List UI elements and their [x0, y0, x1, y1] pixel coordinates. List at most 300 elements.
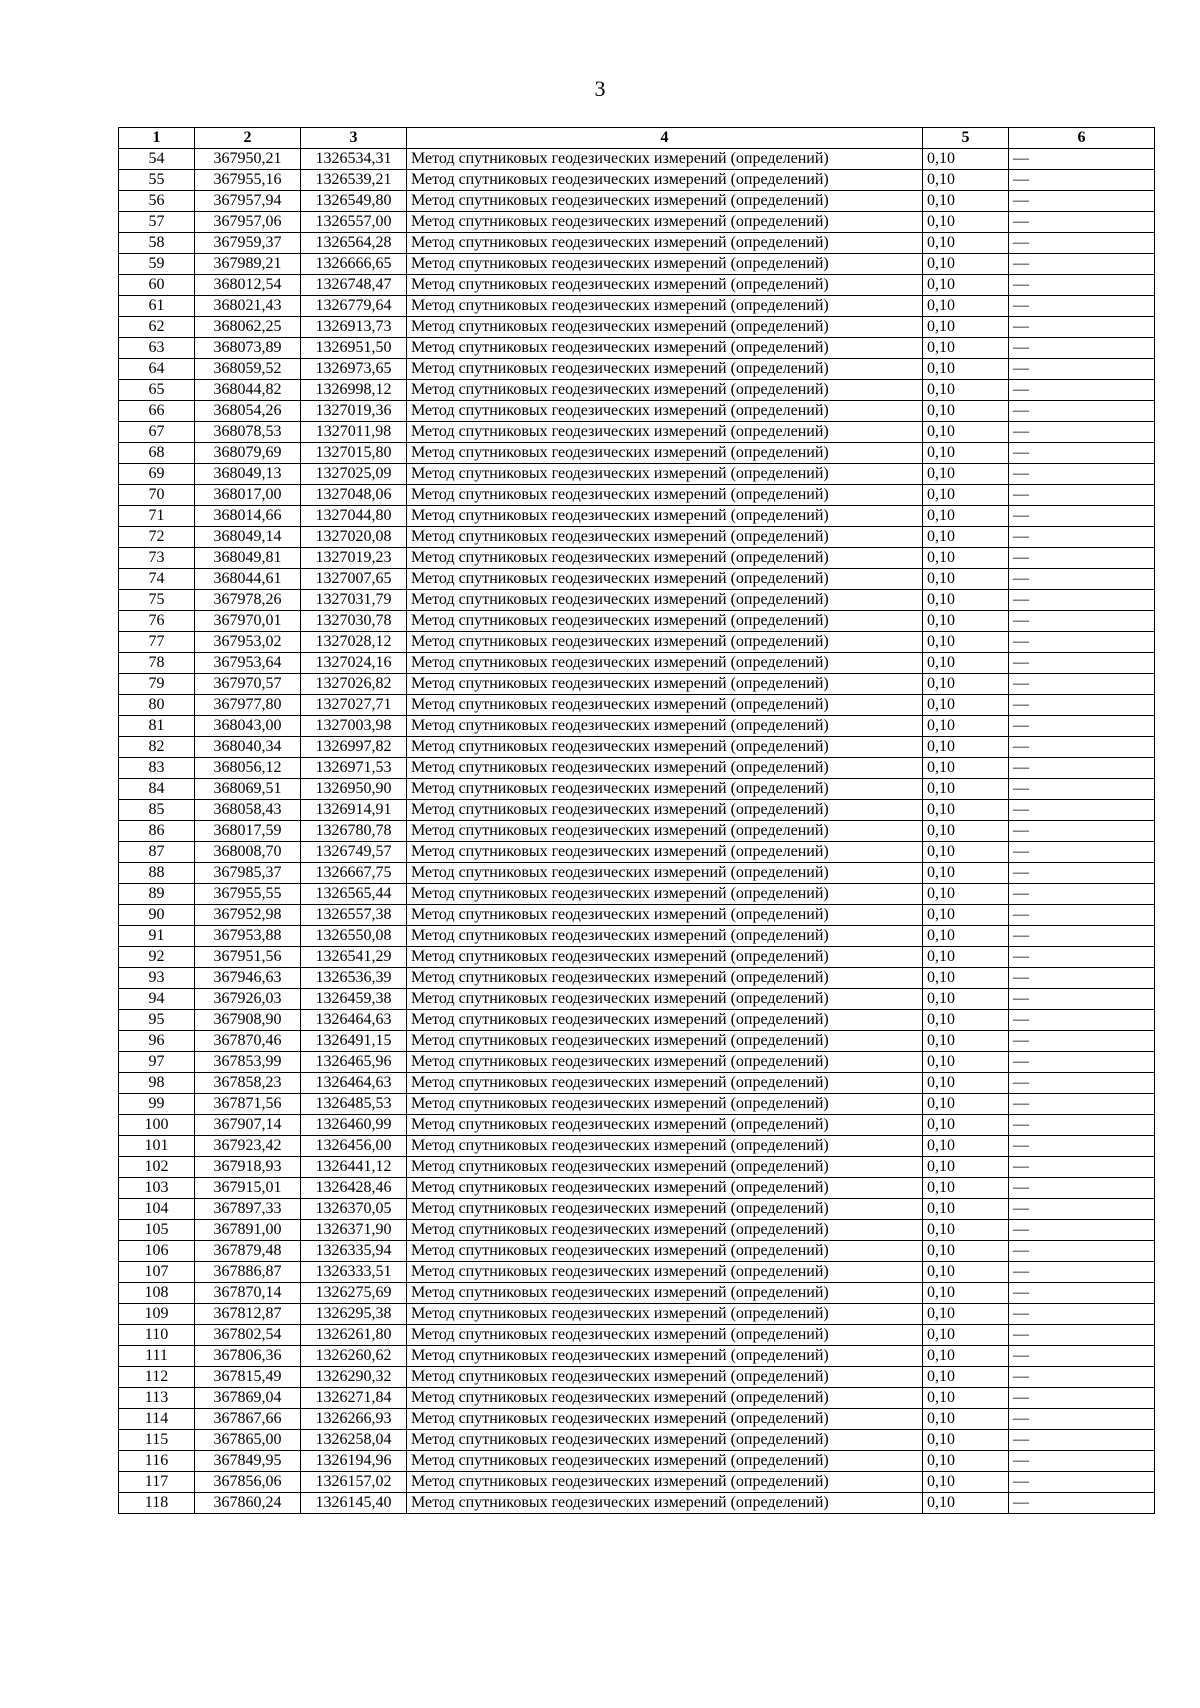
accuracy-cell: 0,10: [923, 1409, 1009, 1430]
y-coordinate-cell: 1327027,71: [301, 695, 407, 716]
extra-cell: —: [1009, 569, 1155, 590]
x-coordinate-cell: 367918,93: [195, 1157, 301, 1178]
x-coordinate-cell: 367946,63: [195, 968, 301, 989]
extra-cell: —: [1009, 1220, 1155, 1241]
method-cell: Метод спутниковых геодезических измерений (определений): [407, 569, 923, 590]
extra-cell: —: [1009, 905, 1155, 926]
method-cell: Метод спутниковых геодезических измерений (определений): [407, 1010, 923, 1031]
column-header-6: 6: [1009, 128, 1155, 149]
table-row: [119, 527, 1155, 548]
accuracy-cell: 0,10: [923, 254, 1009, 275]
extra-cell: —: [1009, 1409, 1155, 1430]
point-number-cell: 80: [119, 695, 195, 716]
x-coordinate-cell: 368040,34: [195, 737, 301, 758]
y-coordinate-cell: 1326194,96: [301, 1451, 407, 1472]
extra-cell: —: [1009, 1136, 1155, 1157]
x-coordinate-cell: 367959,37: [195, 233, 301, 254]
point-number-cell: 102: [119, 1157, 195, 1178]
extra-cell: —: [1009, 611, 1155, 632]
y-coordinate-cell: 1327030,78: [301, 611, 407, 632]
y-coordinate-cell: 1327044,80: [301, 506, 407, 527]
point-number-cell: 56: [119, 191, 195, 212]
x-coordinate-cell: 367908,90: [195, 1010, 301, 1031]
y-coordinate-cell: 1326485,53: [301, 1094, 407, 1115]
accuracy-cell: 0,10: [923, 674, 1009, 695]
method-cell: Метод спутниковых геодезических измерений (определений): [407, 1367, 923, 1388]
extra-cell: —: [1009, 1430, 1155, 1451]
method-cell: Метод спутниковых геодезических измерений (определений): [407, 1430, 923, 1451]
accuracy-cell: 0,10: [923, 1493, 1009, 1514]
table-row: [119, 1367, 1155, 1388]
column-header-4: 4: [407, 128, 923, 149]
point-number-cell: 62: [119, 317, 195, 338]
table-row: [119, 422, 1155, 443]
x-coordinate-cell: 367849,95: [195, 1451, 301, 1472]
column-header-3: 3: [301, 128, 407, 149]
accuracy-cell: 0,10: [923, 548, 1009, 569]
x-coordinate-cell: 368079,69: [195, 443, 301, 464]
method-cell: Метод спутниковых геодезических измерений (определений): [407, 548, 923, 569]
accuracy-cell: 0,10: [923, 212, 1009, 233]
table-row: [119, 317, 1155, 338]
y-coordinate-cell: 1326971,53: [301, 758, 407, 779]
x-coordinate-cell: 367977,80: [195, 695, 301, 716]
accuracy-cell: 0,10: [923, 905, 1009, 926]
x-coordinate-cell: 367897,33: [195, 1199, 301, 1220]
accuracy-cell: 0,10: [923, 233, 1009, 254]
extra-cell: —: [1009, 1052, 1155, 1073]
table-row: [119, 884, 1155, 905]
point-number-cell: 98: [119, 1073, 195, 1094]
method-cell: Метод спутниковых геодезических измерений (определений): [407, 674, 923, 695]
extra-cell: —: [1009, 947, 1155, 968]
method-cell: Метод спутниковых геодезических измерений (определений): [407, 212, 923, 233]
y-coordinate-cell: 1326913,73: [301, 317, 407, 338]
table-row: [119, 611, 1155, 632]
y-coordinate-cell: 1326973,65: [301, 359, 407, 380]
accuracy-cell: 0,10: [923, 1451, 1009, 1472]
table-row: [119, 779, 1155, 800]
extra-cell: —: [1009, 716, 1155, 737]
point-number-cell: 78: [119, 653, 195, 674]
method-cell: Метод спутниковых геодезических измерений (определений): [407, 338, 923, 359]
point-number-cell: 75: [119, 590, 195, 611]
table-row: [119, 716, 1155, 737]
extra-cell: —: [1009, 464, 1155, 485]
method-cell: Метод спутниковых геодезических измерений (определений): [407, 1199, 923, 1220]
y-coordinate-cell: 1326271,84: [301, 1388, 407, 1409]
method-cell: Метод спутниковых геодезических измерений (определений): [407, 1472, 923, 1493]
x-coordinate-cell: 367815,49: [195, 1367, 301, 1388]
extra-cell: —: [1009, 380, 1155, 401]
accuracy-cell: 0,10: [923, 1220, 1009, 1241]
accuracy-cell: 0,10: [923, 968, 1009, 989]
method-cell: Метод спутниковых геодезических измерений (определений): [407, 884, 923, 905]
y-coordinate-cell: 1326261,80: [301, 1325, 407, 1346]
point-number-cell: 118: [119, 1493, 195, 1514]
y-coordinate-cell: 1326549,80: [301, 191, 407, 212]
method-cell: Метод спутниковых геодезических измерений (определений): [407, 1283, 923, 1304]
table-row: [119, 1178, 1155, 1199]
x-coordinate-cell: 368058,43: [195, 800, 301, 821]
extra-cell: —: [1009, 842, 1155, 863]
point-number-cell: 110: [119, 1325, 195, 1346]
method-cell: Метод спутниковых геодезических измерений (определений): [407, 1136, 923, 1157]
method-cell: Метод спутниковых геодезических измерений (определений): [407, 821, 923, 842]
method-cell: Метод спутниковых геодезических измерений (определений): [407, 716, 923, 737]
y-coordinate-cell: 1326534,31: [301, 149, 407, 170]
table-row: [119, 968, 1155, 989]
x-coordinate-cell: 367915,01: [195, 1178, 301, 1199]
y-coordinate-cell: 1326998,12: [301, 380, 407, 401]
x-coordinate-cell: 368078,53: [195, 422, 301, 443]
table-row: [119, 1493, 1155, 1514]
extra-cell: —: [1009, 1346, 1155, 1367]
accuracy-cell: 0,10: [923, 632, 1009, 653]
extra-cell: —: [1009, 1157, 1155, 1178]
accuracy-cell: 0,10: [923, 695, 1009, 716]
column-header-5: 5: [923, 128, 1009, 149]
table-row: [119, 443, 1155, 464]
point-number-cell: 114: [119, 1409, 195, 1430]
method-cell: Метод спутниковых геодезических измерений (определений): [407, 863, 923, 884]
accuracy-cell: 0,10: [923, 527, 1009, 548]
column-header-2: 2: [195, 128, 301, 149]
y-coordinate-cell: 1326459,38: [301, 989, 407, 1010]
y-coordinate-cell: 1326565,44: [301, 884, 407, 905]
point-number-cell: 57: [119, 212, 195, 233]
y-coordinate-cell: 1326295,38: [301, 1304, 407, 1325]
x-coordinate-cell: 367802,54: [195, 1325, 301, 1346]
extra-cell: —: [1009, 212, 1155, 233]
y-coordinate-cell: 1326564,28: [301, 233, 407, 254]
point-number-cell: 87: [119, 842, 195, 863]
x-coordinate-cell: 367858,23: [195, 1073, 301, 1094]
extra-cell: —: [1009, 443, 1155, 464]
table-row: [119, 863, 1155, 884]
accuracy-cell: 0,10: [923, 1052, 1009, 1073]
accuracy-cell: 0,10: [923, 863, 1009, 884]
table-row: [119, 485, 1155, 506]
method-cell: Метод спутниковых геодезических измерений (определений): [407, 275, 923, 296]
extra-cell: —: [1009, 485, 1155, 506]
accuracy-cell: 0,10: [923, 821, 1009, 842]
y-coordinate-cell: 1326371,90: [301, 1220, 407, 1241]
y-coordinate-cell: 1326260,62: [301, 1346, 407, 1367]
x-coordinate-cell: 367856,06: [195, 1472, 301, 1493]
x-coordinate-cell: 367865,00: [195, 1430, 301, 1451]
point-number-cell: 59: [119, 254, 195, 275]
column-header-1: 1: [119, 128, 195, 149]
table-row: [119, 548, 1155, 569]
x-coordinate-cell: 367870,14: [195, 1283, 301, 1304]
method-cell: Метод спутниковых геодезических измерений (определений): [407, 1073, 923, 1094]
y-coordinate-cell: 1326997,82: [301, 737, 407, 758]
method-cell: Метод спутниковых геодезических измерений (определений): [407, 464, 923, 485]
accuracy-cell: 0,10: [923, 1136, 1009, 1157]
accuracy-cell: 0,10: [923, 149, 1009, 170]
extra-cell: —: [1009, 1283, 1155, 1304]
point-number-cell: 71: [119, 506, 195, 527]
table-row: [119, 1472, 1155, 1493]
extra-cell: —: [1009, 821, 1155, 842]
extra-cell: —: [1009, 317, 1155, 338]
x-coordinate-cell: 368017,00: [195, 485, 301, 506]
accuracy-cell: 0,10: [923, 317, 1009, 338]
accuracy-cell: 0,10: [923, 1199, 1009, 1220]
table-row: [119, 569, 1155, 590]
extra-cell: —: [1009, 758, 1155, 779]
point-number-cell: 89: [119, 884, 195, 905]
table-row: [119, 1388, 1155, 1409]
point-number-cell: 72: [119, 527, 195, 548]
extra-cell: —: [1009, 1388, 1155, 1409]
accuracy-cell: 0,10: [923, 1325, 1009, 1346]
accuracy-cell: 0,10: [923, 947, 1009, 968]
method-cell: Метод спутниковых геодезических измерений (определений): [407, 1178, 923, 1199]
x-coordinate-cell: 367955,55: [195, 884, 301, 905]
point-number-cell: 111: [119, 1346, 195, 1367]
point-number-cell: 66: [119, 401, 195, 422]
y-coordinate-cell: 1327026,82: [301, 674, 407, 695]
table-row: [119, 800, 1155, 821]
point-number-cell: 58: [119, 233, 195, 254]
table-row: [119, 1451, 1155, 1472]
method-cell: Метод спутниковых геодезических измерений (определений): [407, 632, 923, 653]
method-cell: Метод спутниковых геодезических измерений (определений): [407, 1031, 923, 1052]
y-coordinate-cell: 1326333,51: [301, 1262, 407, 1283]
y-coordinate-cell: 1326557,00: [301, 212, 407, 233]
table-row: [119, 1346, 1155, 1367]
point-number-cell: 91: [119, 926, 195, 947]
method-cell: Метод спутниковых геодезических измерений (определений): [407, 1409, 923, 1430]
extra-cell: —: [1009, 1115, 1155, 1136]
method-cell: Метод спутниковых геодезических измерений (определений): [407, 1241, 923, 1262]
method-cell: Метод спутниковых геодезических измерений (определений): [407, 968, 923, 989]
method-cell: Метод спутниковых геодезических измерений (определений): [407, 380, 923, 401]
accuracy-cell: 0,10: [923, 296, 1009, 317]
y-coordinate-cell: 1327048,06: [301, 485, 407, 506]
x-coordinate-cell: 368059,52: [195, 359, 301, 380]
point-number-cell: 60: [119, 275, 195, 296]
table-row: [119, 464, 1155, 485]
method-cell: Метод спутниковых геодезических измерений (определений): [407, 779, 923, 800]
table-row: [119, 590, 1155, 611]
accuracy-cell: 0,10: [923, 1010, 1009, 1031]
method-cell: Метод спутниковых геодезических измерений (определений): [407, 422, 923, 443]
x-coordinate-cell: 367871,56: [195, 1094, 301, 1115]
point-number-cell: 105: [119, 1220, 195, 1241]
accuracy-cell: 0,10: [923, 737, 1009, 758]
table-row: [119, 233, 1155, 254]
accuracy-cell: 0,10: [923, 1472, 1009, 1493]
x-coordinate-cell: 367860,24: [195, 1493, 301, 1514]
x-coordinate-cell: 367869,04: [195, 1388, 301, 1409]
extra-cell: —: [1009, 1451, 1155, 1472]
table-row: [119, 1430, 1155, 1451]
x-coordinate-cell: 367952,98: [195, 905, 301, 926]
table-row: [119, 1199, 1155, 1220]
table-row: [119, 926, 1155, 947]
accuracy-cell: 0,10: [923, 989, 1009, 1010]
x-coordinate-cell: 367926,03: [195, 989, 301, 1010]
accuracy-cell: 0,10: [923, 800, 1009, 821]
method-cell: Метод спутниковых геодезических измерений (определений): [407, 1052, 923, 1073]
y-coordinate-cell: 1326258,04: [301, 1430, 407, 1451]
table-body: [119, 149, 1155, 1514]
point-number-cell: 106: [119, 1241, 195, 1262]
y-coordinate-cell: 1326950,90: [301, 779, 407, 800]
extra-cell: —: [1009, 968, 1155, 989]
method-cell: Метод спутниковых геодезических измерений (определений): [407, 1388, 923, 1409]
method-cell: Метод спутниковых геодезических измерений (определений): [407, 1304, 923, 1325]
point-number-cell: 112: [119, 1367, 195, 1388]
extra-cell: —: [1009, 170, 1155, 191]
extra-cell: —: [1009, 275, 1155, 296]
table-row: [119, 170, 1155, 191]
y-coordinate-cell: 1326491,15: [301, 1031, 407, 1052]
extra-cell: —: [1009, 527, 1155, 548]
point-number-cell: 79: [119, 674, 195, 695]
method-cell: Метод спутниковых геодезических измерений (определений): [407, 905, 923, 926]
method-cell: Метод спутниковых геодезических измерений (определений): [407, 926, 923, 947]
method-cell: Метод спутниковых геодезических измерений (определений): [407, 737, 923, 758]
accuracy-cell: 0,10: [923, 1283, 1009, 1304]
extra-cell: —: [1009, 1262, 1155, 1283]
point-number-cell: 88: [119, 863, 195, 884]
table-row: [119, 212, 1155, 233]
extra-cell: —: [1009, 800, 1155, 821]
accuracy-cell: 0,10: [923, 1094, 1009, 1115]
x-coordinate-cell: 368054,26: [195, 401, 301, 422]
y-coordinate-cell: 1327028,12: [301, 632, 407, 653]
y-coordinate-cell: 1327024,16: [301, 653, 407, 674]
method-cell: Метод спутниковых геодезических измерений (определений): [407, 296, 923, 317]
x-coordinate-cell: 367907,14: [195, 1115, 301, 1136]
y-coordinate-cell: 1326428,46: [301, 1178, 407, 1199]
extra-cell: —: [1009, 548, 1155, 569]
method-cell: Метод спутниковых геодезических измерений (определений): [407, 233, 923, 254]
point-number-cell: 81: [119, 716, 195, 737]
y-coordinate-cell: 1326275,69: [301, 1283, 407, 1304]
point-number-cell: 90: [119, 905, 195, 926]
y-coordinate-cell: 1326464,63: [301, 1073, 407, 1094]
method-cell: Метод спутниковых геодезических измерений (определений): [407, 590, 923, 611]
point-number-cell: 113: [119, 1388, 195, 1409]
accuracy-cell: 0,10: [923, 1304, 1009, 1325]
point-number-cell: 69: [119, 464, 195, 485]
x-coordinate-cell: 367853,99: [195, 1052, 301, 1073]
extra-cell: —: [1009, 737, 1155, 758]
y-coordinate-cell: 1326145,40: [301, 1493, 407, 1514]
extra-cell: —: [1009, 422, 1155, 443]
accuracy-cell: 0,10: [923, 359, 1009, 380]
x-coordinate-cell: 368049,13: [195, 464, 301, 485]
accuracy-cell: 0,10: [923, 338, 1009, 359]
x-coordinate-cell: 368056,12: [195, 758, 301, 779]
method-cell: Метод спутниковых геодезических измерений (определений): [407, 170, 923, 191]
accuracy-cell: 0,10: [923, 1262, 1009, 1283]
point-number-cell: 82: [119, 737, 195, 758]
method-cell: Метод спутниковых геодезических измерений (определений): [407, 695, 923, 716]
accuracy-cell: 0,10: [923, 653, 1009, 674]
y-coordinate-cell: 1326465,96: [301, 1052, 407, 1073]
y-coordinate-cell: 1326780,78: [301, 821, 407, 842]
table-row: [119, 695, 1155, 716]
x-coordinate-cell: 367970,57: [195, 674, 301, 695]
point-number-cell: 63: [119, 338, 195, 359]
y-coordinate-cell: 1327015,80: [301, 443, 407, 464]
y-coordinate-cell: 1327019,23: [301, 548, 407, 569]
point-number-cell: 94: [119, 989, 195, 1010]
extra-cell: —: [1009, 674, 1155, 695]
y-coordinate-cell: 1326951,50: [301, 338, 407, 359]
x-coordinate-cell: 367985,37: [195, 863, 301, 884]
point-number-cell: 67: [119, 422, 195, 443]
point-number-cell: 84: [119, 779, 195, 800]
x-coordinate-cell: 368073,89: [195, 338, 301, 359]
x-coordinate-cell: 368008,70: [195, 842, 301, 863]
method-cell: Метод спутниковых геодезических измерений (определений): [407, 1262, 923, 1283]
method-cell: Метод спутниковых геодезических измерений (определений): [407, 611, 923, 632]
accuracy-cell: 0,10: [923, 422, 1009, 443]
accuracy-cell: 0,10: [923, 464, 1009, 485]
y-coordinate-cell: 1327031,79: [301, 590, 407, 611]
method-cell: Метод спутниковых геодезических измерений (определений): [407, 800, 923, 821]
table-row: [119, 191, 1155, 212]
point-number-cell: 117: [119, 1472, 195, 1493]
point-number-cell: 92: [119, 947, 195, 968]
extra-cell: —: [1009, 1493, 1155, 1514]
method-cell: Метод спутниковых геодезических измерений (определений): [407, 443, 923, 464]
point-number-cell: 116: [119, 1451, 195, 1472]
extra-cell: —: [1009, 233, 1155, 254]
extra-cell: —: [1009, 1031, 1155, 1052]
table-row: [119, 905, 1155, 926]
accuracy-cell: 0,10: [923, 1241, 1009, 1262]
table-row: [119, 674, 1155, 695]
extra-cell: —: [1009, 359, 1155, 380]
table-row: [119, 275, 1155, 296]
accuracy-cell: 0,10: [923, 1031, 1009, 1052]
x-coordinate-cell: 368049,81: [195, 548, 301, 569]
method-cell: Метод спутниковых геодезических измерений (определений): [407, 1115, 923, 1136]
method-cell: Метод спутниковых геодезических измерений (определений): [407, 842, 923, 863]
x-coordinate-cell: 368043,00: [195, 716, 301, 737]
point-number-cell: 76: [119, 611, 195, 632]
method-cell: Метод спутниковых геодезических измерений (определений): [407, 1493, 923, 1514]
y-coordinate-cell: 1326335,94: [301, 1241, 407, 1262]
table-row: [119, 401, 1155, 422]
y-coordinate-cell: 1327007,65: [301, 569, 407, 590]
method-cell: Метод спутниковых геодезических измерений (определений): [407, 485, 923, 506]
table-row: [119, 947, 1155, 968]
method-cell: Метод спутниковых геодезических измерений (определений): [407, 1451, 923, 1472]
point-number-cell: 108: [119, 1283, 195, 1304]
point-number-cell: 86: [119, 821, 195, 842]
x-coordinate-cell: 368017,59: [195, 821, 301, 842]
accuracy-cell: 0,10: [923, 1157, 1009, 1178]
table-row: [119, 989, 1155, 1010]
y-coordinate-cell: 1326914,91: [301, 800, 407, 821]
table-row: [119, 149, 1155, 170]
table-row: [119, 1115, 1155, 1136]
extra-cell: —: [1009, 338, 1155, 359]
x-coordinate-cell: 368044,61: [195, 569, 301, 590]
method-cell: Метод спутниковых геодезических измерений (определений): [407, 527, 923, 548]
table-row: [119, 1073, 1155, 1094]
point-number-cell: 70: [119, 485, 195, 506]
